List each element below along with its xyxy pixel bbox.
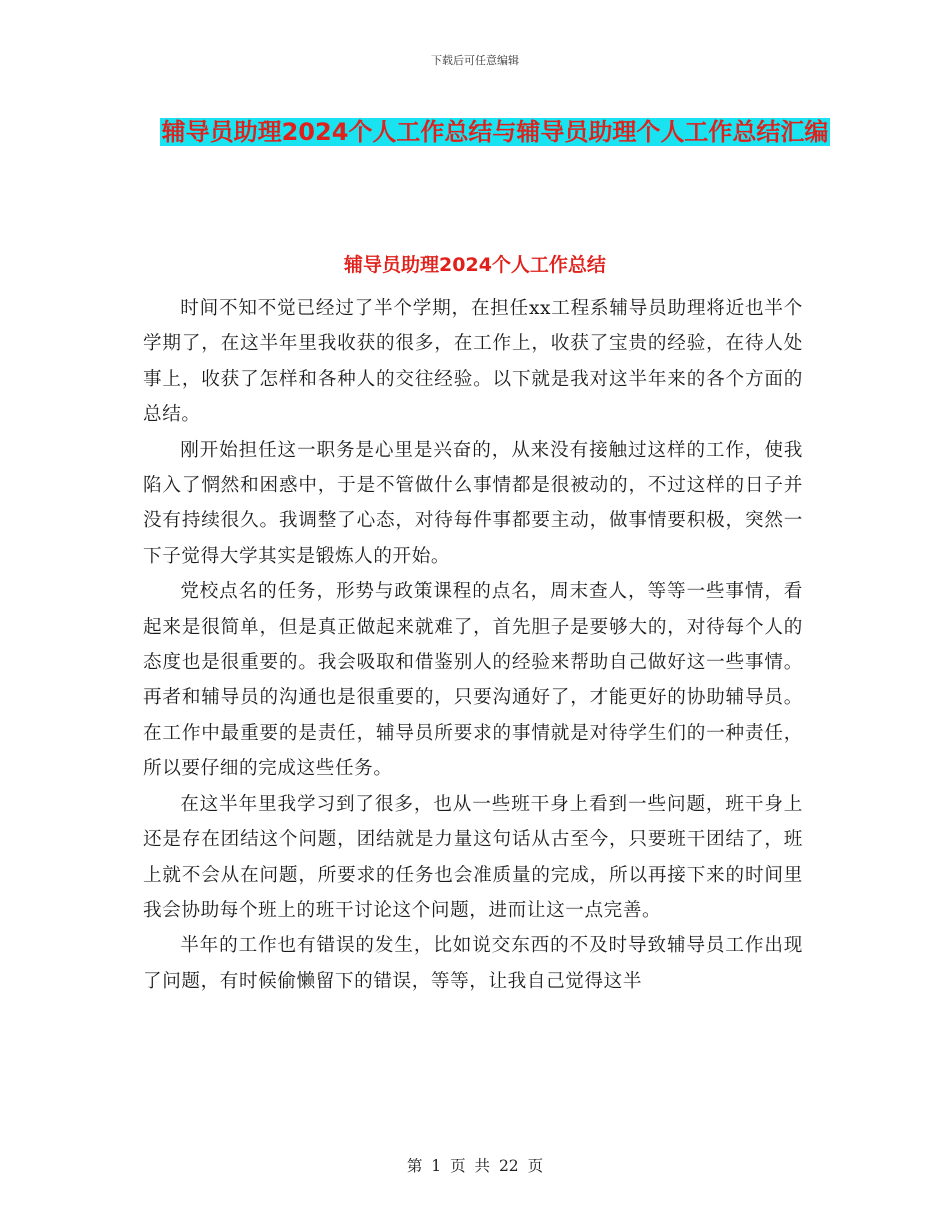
- page-number-footer: 第 1 页 共 22 页: [406, 1157, 544, 1175]
- document-title: [140, 110, 850, 154]
- paragraph: 刚开始担任这一职务是心里是兴奋的，从来没有接触过这样的工作，使我陷入了惘然和困惑中，于是不管做什么事情都是很被动的，不过这样的日子并没有持续很久。我调整了心态，对待每件事都要主动，做事情要积极，突然一下子觉得大学其实是锻炼人的开始。: [143, 439, 803, 567]
- document-title-text: 辅导员助理2024个人工作总结与辅导员助理个人工作总结汇编: [161, 118, 829, 146]
- paragraph: 时间不知不觉已经过了半个学期，在担任xx工程系辅导员助理将近也半个学期了，在这半年里我收获的很多，在工作上，收获了宝贵的经验，在待人处事上，收获了怎样和各种人的交往经验。以下就是我对这半年来的各个方面的总结。: [143, 298, 803, 426]
- section-title: 辅导员助理2024个人工作总结: [344, 254, 606, 276]
- paragraph: 半年的工作也有错误的发生，比如说交东西的不及时导致辅导员工作出现了问题，有时候偷懒留下的错误，等等，让我自己觉得这半: [143, 935, 803, 992]
- paragraph: 党校点名的任务，形势与政策课程的点名，周末查人，等等一些事情，看起来是很简单，但是真正做起来就难了，首先胆子是要够大的，对待每个人的态度也是很重要的。我会吸取和借鉴别人的经验来帮助自己做好这一些事情。再者和辅导员的沟通也是很重要的，只要沟通好了，才能更好的协助辅导员。在工作中最重要的是责任，辅导员所要求的事情就是对待学生们的一种责任，所以要仔细的完成这些任务。: [143, 581, 803, 780]
- document-body: [143, 291, 803, 999]
- paragraph: 在这半年里我学习到了很多，也从一些班干身上看到一些问题，班干身上还是存在团结这个问题，团结就是力量这句话从古至今，只要班干团结了，班上就不会从在问题，所要求的任务也会准质量的完成，所以再接下来的时间里我会协助每个班上的班干讨论这个问题，进而让这一点完善。: [143, 793, 803, 921]
- page-header-note: 下载后可任意编辑: [431, 54, 519, 67]
